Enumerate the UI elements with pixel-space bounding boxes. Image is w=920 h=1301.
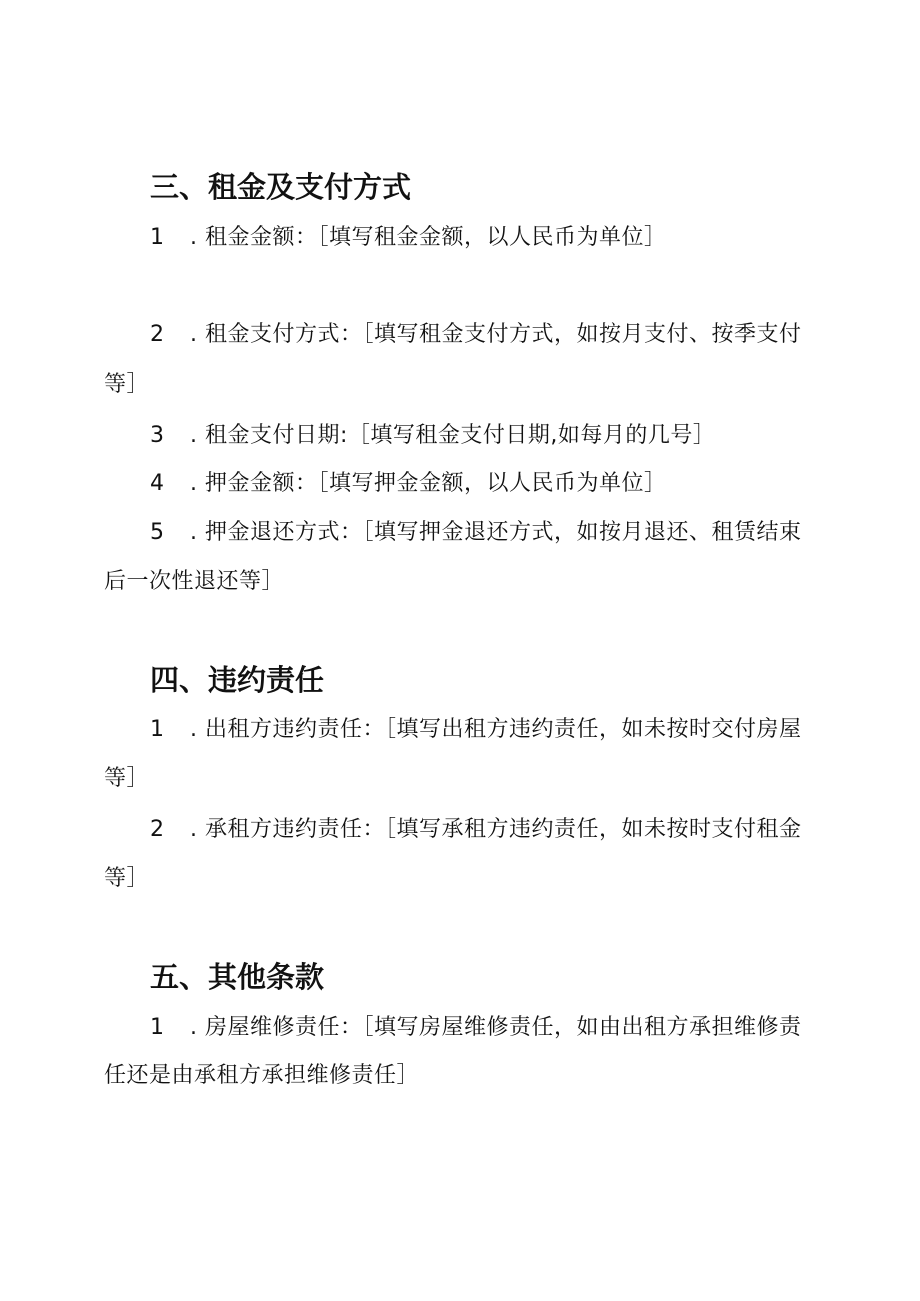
section-4-item-1-continuation: 等］ [104, 766, 150, 791]
section-3-item-5 [150, 506, 802, 560]
section-4-item-2 [150, 803, 802, 857]
section-3-item-5-continuation: 后一次性退还等］ [104, 569, 285, 594]
section-4-item-1 [150, 703, 802, 757]
item-number: 1 [150, 225, 165, 250]
section-3-item-4 [150, 457, 667, 511]
item-number: 5 [150, 520, 165, 545]
item-number: 4 [150, 471, 165, 496]
item-number: 1 [150, 717, 165, 742]
item-text: . 承租方违约责任：［填写承租方违约责任，如未按时支付租金 [190, 817, 802, 842]
item-number: 1 [150, 1015, 165, 1040]
section-3-item-3 [150, 409, 715, 463]
item-text: . 押金退还方式：［填写押金退还方式，如按月退还、租赁结束 [190, 520, 802, 545]
item-text: . 押金金额：［填写押金金额，以人民币为单位］ [190, 471, 667, 496]
item-number: 2 [150, 322, 165, 347]
item-text: . 房屋维修责任：［填写房屋维修责任，如由出租方承担维修责 [190, 1015, 802, 1040]
section-4-heading: 四、违约责任 [150, 663, 325, 697]
section-3-item-2 [150, 308, 802, 362]
section-5-item-1 [150, 1001, 802, 1055]
item-number: 3 [150, 423, 165, 448]
section-3-item-2-continuation: 等］ [104, 372, 150, 397]
section-3-item-1 [150, 211, 667, 265]
item-text: . 租金金额：［填写租金金额，以人民币为单位］ [190, 225, 667, 250]
item-text: . 租金支付日期:［填写租金支付日期,如每月的几号］ [190, 423, 716, 448]
section-4-item-2-continuation: 等］ [104, 866, 150, 891]
item-number: 2 [150, 817, 165, 842]
item-text: . 出租方违约责任：［填写出租方违约责任，如未按时交付房屋 [190, 717, 802, 742]
section-5-item-1-continuation: 任还是由承租方承担维修责任］ [104, 1063, 420, 1088]
item-text: . 租金支付方式：［填写租金支付方式，如按月支付、按季支付 [190, 322, 802, 347]
section-3-heading: 三、租金及支付方式 [150, 170, 412, 204]
section-5-heading: 五、其他条款 [150, 960, 325, 994]
